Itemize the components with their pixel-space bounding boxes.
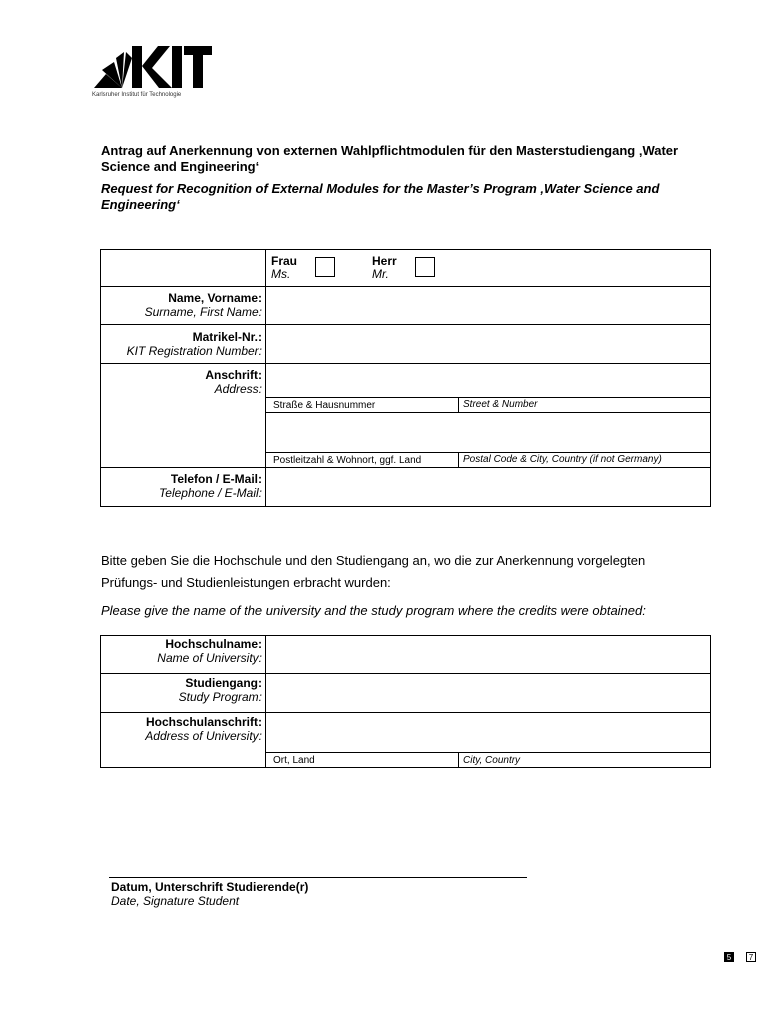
university-address-label: Hochschulanschrift: Address of University: (145, 715, 262, 743)
study-program-label: Studiengang: Study Program: (178, 676, 262, 704)
frau-checkbox[interactable] (315, 257, 335, 277)
postal-field[interactable] (267, 414, 709, 451)
matrikel-field[interactable] (267, 326, 709, 362)
street-field[interactable] (267, 365, 709, 396)
name-label: Name, Vorname: Surname, First Name: (144, 291, 262, 319)
page-title: Antrag auf Anerkennung von externen Wahlpflichtmodulen für den Masterstudiengang ‚Water Science and Engineering‘ (101, 143, 679, 174)
university-address-field[interactable] (267, 714, 709, 751)
instruction-de-line2: Prüfungs- und Studienleistungen erbracht wurden: (101, 575, 391, 590)
city-caption-english: City, Country (463, 755, 521, 766)
university-name-field[interactable] (267, 637, 709, 672)
street-caption: Straße & Hausnummer (273, 400, 376, 411)
logo-subtitle: Karlsruher Institut für Technologie (92, 92, 182, 98)
signature-label: Datum, Unterschrift Studierende(r) (111, 880, 309, 894)
postal-caption-english: Postal Code & City, Country (if not Germany) (463, 454, 662, 465)
instruction-en: Please give the name of the university and the study program where the credits were obtained: (101, 603, 646, 618)
page-title-english: Request for Recognition of External Modules for the Master’s Program ‚Water Science and Engineering‘ (101, 181, 660, 212)
page-icon-1: 5 (724, 952, 734, 962)
address-label: Anschrift: Address: (205, 368, 262, 396)
signature-line[interactable] (109, 877, 527, 878)
matrikel-label: Matrikel-Nr.: KIT Registration Number: (126, 330, 262, 358)
page-icon-2: 7 (746, 952, 756, 962)
university-name-label: Hochschulname: Name of University: (157, 637, 262, 665)
salutation-herr: Herr Mr. (372, 254, 397, 281)
instruction-de-line1: Bitte geben Sie die Hochschule und den Studiengang an, wo die zur Anerkennung vorgelegten (101, 553, 646, 568)
salutation-frau: Frau Ms. (271, 254, 298, 281)
name-field[interactable] (267, 288, 709, 323)
phone-label: Telefon / E-Mail: Telephone / E-Mail: (159, 472, 262, 500)
herr-checkbox[interactable] (415, 257, 435, 277)
city-caption: Ort, Land (273, 755, 315, 766)
phone-field[interactable] (267, 469, 709, 505)
study-program-field[interactable] (267, 675, 709, 711)
signature-label-english: Date, Signature Student (111, 894, 240, 908)
street-caption-english: Street & Number (463, 399, 538, 410)
postal-caption: Postleitzahl & Wohnort, ggf. Land (273, 455, 422, 466)
